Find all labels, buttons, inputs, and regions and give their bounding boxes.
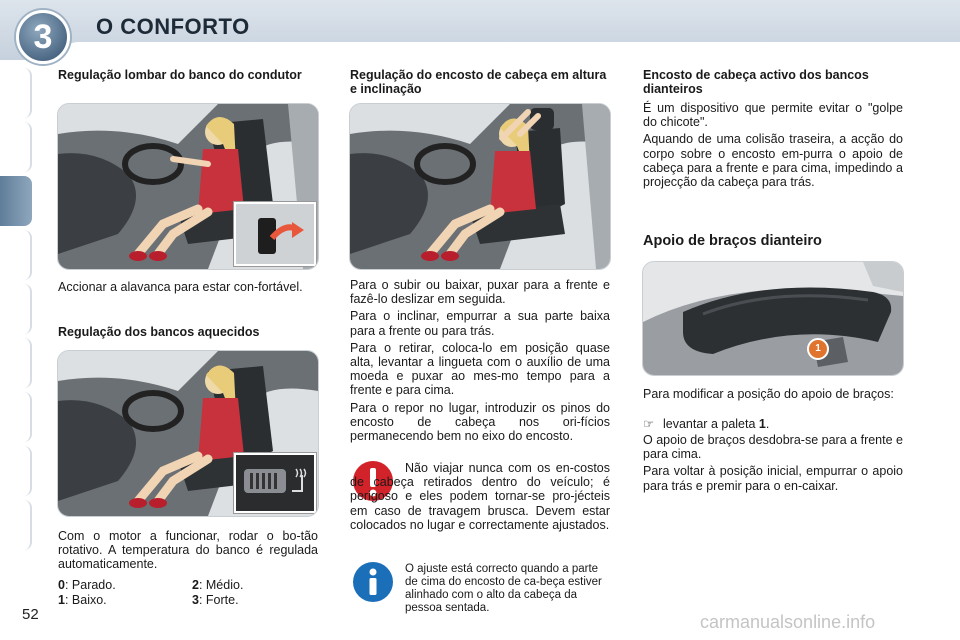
armrest-title: Apoio de braços dianteiro xyxy=(643,233,822,249)
chapter-number-badge: 3 xyxy=(16,10,70,64)
armrest-text xyxy=(643,433,903,496)
chapter-tab[interactable] xyxy=(0,500,32,550)
heated-text: Com o motor a funcionar, rodar o bo-tão rotativo. A temperatura do banco é regulada automaticamente. xyxy=(58,529,318,572)
chapter-tab[interactable] xyxy=(0,122,32,172)
heat-level-0: 0: Parado. xyxy=(58,578,116,592)
heat-level-2: 2: Médio. xyxy=(192,578,244,592)
watermark: carmanualsonline.info xyxy=(700,612,876,632)
chapter-tabs xyxy=(0,60,34,580)
chapter-title: O CONFORTO xyxy=(96,14,250,39)
lumbar-title: Regulação lombar do banco do condutor xyxy=(58,68,302,82)
headrest-illustration xyxy=(349,103,611,270)
headrest-title: Regulação do encosto de cabeça em altura e inclinação xyxy=(350,68,607,96)
armrest-step: ☞ levantar a paleta 1. xyxy=(643,417,770,431)
active-headrest-paragraph: Aquando de uma colisão traseira, a acção do corpo sobre o encosto em-purra o apoio de cabeça para a frente e para cima, impedindo a projecção da cabeça para trás. xyxy=(643,132,903,190)
info-text: O ajuste está correcto quando a parte de cima do encosto de ca-beça estiver alinhado com o alto da cabeça da pessoa sentada. xyxy=(405,563,602,614)
heat-knob-inset xyxy=(234,453,316,513)
active-headrest-title: Encosto de cabeça activo dos bancos dianteiros xyxy=(643,68,869,96)
chapter-tab[interactable] xyxy=(0,284,32,334)
pointer-icon: ☞ xyxy=(643,417,655,431)
heated-title: Regulação dos bancos aquecidos xyxy=(58,325,260,339)
armrest-illustration xyxy=(642,261,904,376)
chapter-tab[interactable] xyxy=(0,68,32,118)
headrest-paragraph: Para o inclinar, empurrar a sua parte baixa para a frente ou para trás. xyxy=(350,309,610,338)
headrest-paragraph: Para o retirar, coloca-lo em posição quase alta, levantar a lingueta com o auxílio de uma moeda e puxar ao mes-mo tempo para a frente e para cima. xyxy=(350,340,610,398)
heated-seat-illustration xyxy=(57,350,319,517)
lever-detail-inset xyxy=(234,202,316,266)
chapter-tab-active[interactable] xyxy=(0,176,32,226)
chapter-tab[interactable] xyxy=(0,230,32,280)
active-headrest-paragraph: É um dispositivo que permite evitar o "golpe do chicote". xyxy=(643,101,903,130)
lumbar-text: Accionar a alavanca para estar con-fortável. xyxy=(58,280,303,294)
chapter-tab[interactable] xyxy=(0,392,32,442)
callout-marker: 1 xyxy=(807,338,829,360)
chapter-tab[interactable] xyxy=(0,446,32,496)
info-icon xyxy=(352,561,394,603)
headrest-paragraph: Para o subir ou baixar, puxar para a frente e fazê-lo deslizar em seguida. xyxy=(350,278,610,307)
active-headrest-text xyxy=(643,101,903,192)
page-number: 52 xyxy=(22,606,39,623)
header-decoration xyxy=(60,42,960,60)
headrest-instructions xyxy=(350,278,610,446)
warning-text: Não viajar nunca com os en-costos de cabeça retirados dentro do veículo; é perigoso e eles podem tornar-se pro-jécteis em caso de travagem brusca. Devem estar colocados no lugar e correctamente ajustados. xyxy=(350,461,610,532)
armrest-paragraph: Para voltar à posição inicial, empurrar o apoio para trás e premir para o en-caixar. xyxy=(643,464,903,493)
heat-level-1: 1: Baixo. xyxy=(58,593,107,607)
lumbar-illustration xyxy=(57,103,319,270)
armrest-intro: Para modificar a posição do apoio de braços: xyxy=(643,387,894,401)
chapter-tab[interactable] xyxy=(0,338,32,388)
armrest-paragraph: O apoio de braços desdobra-se para a frente e para cima. xyxy=(643,433,903,462)
heat-level-3: 3: Forte. xyxy=(192,593,239,607)
headrest-paragraph: Para o repor no lugar, introduzir os pinos do encosto de cabeça nos ori-fícios permanecendo bem no eixo do encosto. xyxy=(350,400,610,444)
